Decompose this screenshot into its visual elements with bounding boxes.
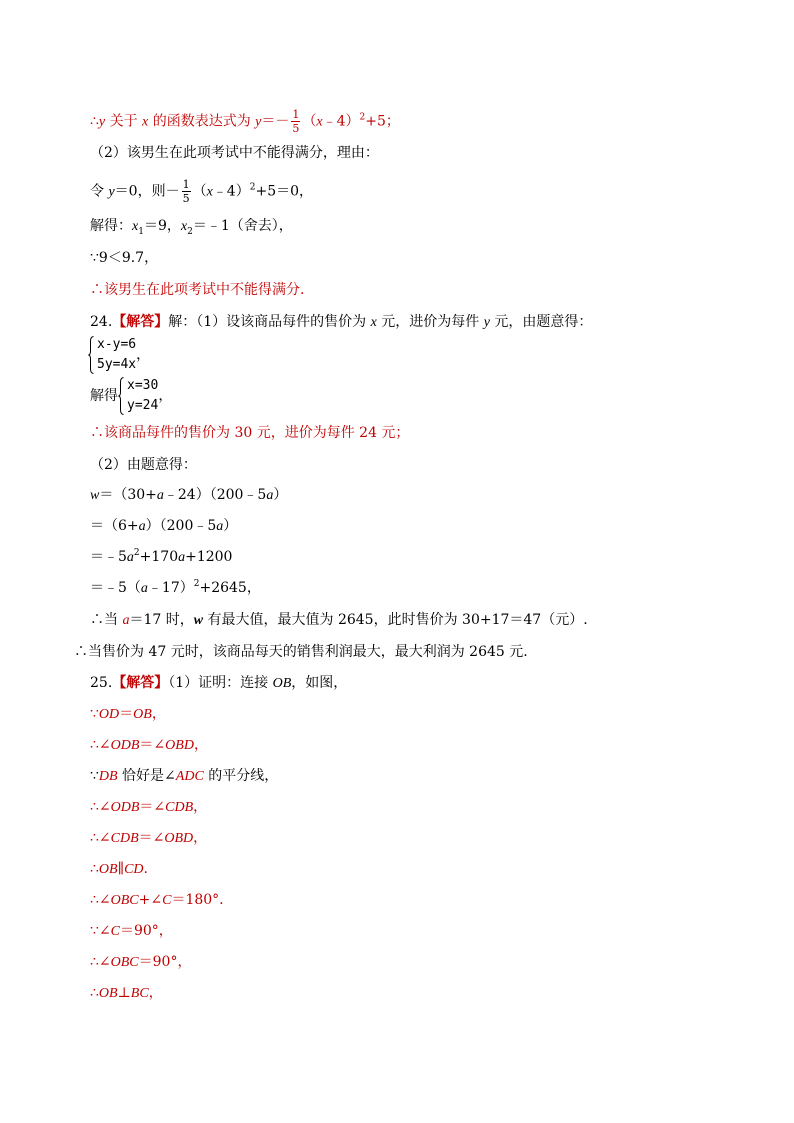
proof-step-1: ∵OD＝OB， bbox=[90, 706, 166, 722]
proof-step-4: ∴∠ODB＝∠CDB， bbox=[90, 799, 208, 815]
line-q24-heading: 24.【解答】解：（1）设该商品每件的售价为 x 元，进价为每件 y 元，由题意得： bbox=[90, 314, 593, 330]
proof-step-3: ∵DB 恰好是∠ADC 的平分线， bbox=[90, 768, 279, 784]
line-q25-heading: 25.【解答】（1）证明：连接 OB，如图， bbox=[90, 675, 348, 691]
left-brace-icon bbox=[88, 336, 94, 374]
equation-system-2: 解得 x=30 y=24 ， bbox=[90, 378, 173, 413]
line-price-conclusion: ∴该商品每件的售价为 30 元，进价为每件 24 元； bbox=[90, 425, 410, 441]
line-set-y-zero: 令 y＝0，则－ $\frac{1}{5}$ （x﹣4）$^2$+5＝0， bbox=[90, 178, 314, 205]
left-brace-icon bbox=[118, 377, 124, 415]
line-compare: ∵9＜9.7， bbox=[90, 250, 159, 266]
line-part2-setup: （2）由题意得： bbox=[90, 457, 197, 473]
line-profit-expression: w＝（30+a﹣24）（200﹣5a） bbox=[90, 487, 288, 503]
equation-system-1: x-y=6 5y=4x ， bbox=[88, 335, 150, 375]
fraction: $\frac{1}{5}$ bbox=[292, 108, 300, 135]
line-vertex-form: ＝﹣5（a﹣17）$^2$+2645， bbox=[90, 579, 261, 596]
line-expand: $=﹣5a^2+170a+1200$ bbox=[90, 548, 233, 565]
line-simplify-1: ＝（6+a）（200﹣5a） bbox=[90, 518, 238, 534]
line-solutions: 解得：$x_1=9$，$x_2=﹣1$（舍去）， bbox=[90, 218, 293, 237]
proof-step-10: ∴OB⊥BC， bbox=[90, 985, 163, 1001]
proof-step-5: ∴∠CDB＝∠OBD， bbox=[90, 830, 208, 846]
line-max-value: ∴当 a＝17 时，w 有最大值，最大值为 2645，此时售价为 30+17＝47（元）. bbox=[90, 612, 588, 628]
line-final-conclusion-24: ∴当售价为 47 元时，该商品每天的销售利润最大，最大利润为 2645 元. bbox=[74, 644, 528, 660]
proof-step-7: ∴∠OBC+∠C＝180°. bbox=[90, 892, 224, 908]
proof-step-9: ∴∠OBC＝90°， bbox=[90, 954, 192, 970]
line-part2-heading: （2）该男生在此项考试中不能得满分，理由： bbox=[90, 145, 379, 161]
proof-step-2: ∴∠ODB＝∠OBD， bbox=[90, 737, 208, 753]
proof-step-8: ∵∠C＝90°， bbox=[90, 923, 173, 939]
proof-step-6: ∴OB∥CD. bbox=[90, 861, 148, 877]
line-function-expression: ∴y 关于 x 的函数表达式为 y＝－ $\frac{1}{5}$ （x﹣4）$^2$+5； bbox=[90, 108, 400, 135]
line-conclusion-23: ∴该男生在此项考试中不能得满分. bbox=[90, 282, 305, 298]
fraction: $\frac{1}{5}$ bbox=[182, 178, 190, 205]
